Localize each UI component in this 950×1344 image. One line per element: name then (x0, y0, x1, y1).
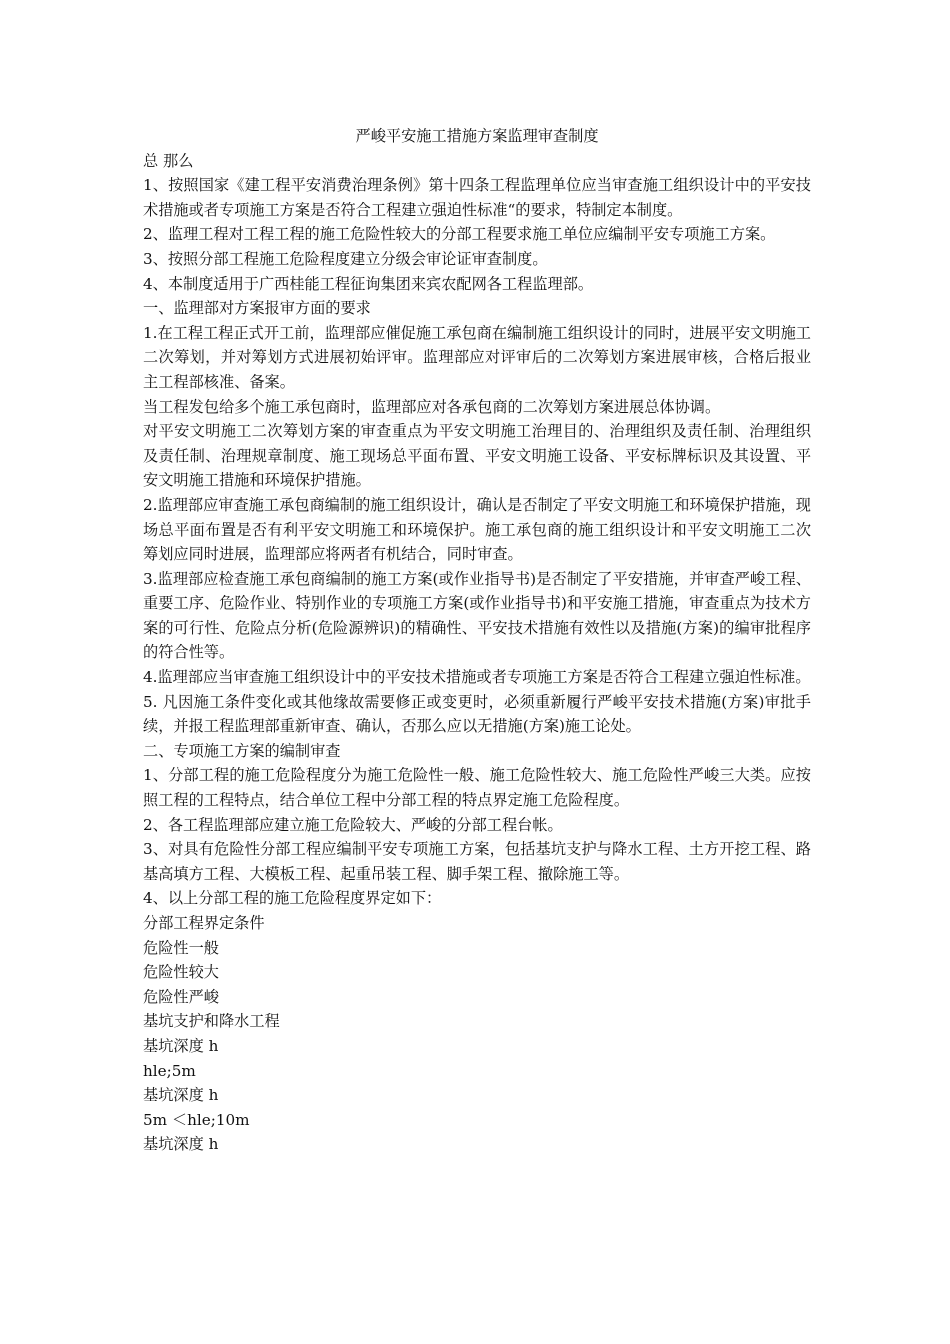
table-cell-text: 基坑深度 h (143, 1086, 219, 1105)
section-heading: 一、监理部对方案报审方面的要求 (143, 299, 371, 318)
paragraph: 2、各工程监理部应建立施工危险较大、严峻的分部工程台帐。 (143, 815, 563, 834)
paragraph: 当工程发包给多个施工承包商时，监理部应对各承包商的二次筹划方案进展总体协调。 (143, 397, 721, 416)
table-cell-text: 基坑支护和降水工程 (143, 1012, 280, 1031)
table-cell-text: hle;5m (143, 1061, 196, 1080)
table-cell-text: 基坑深度 h (143, 1135, 219, 1154)
paragraph: 4、本制度适用于广西桂能工程征询集团来宾农配网各工程监理部。 (143, 274, 594, 293)
paragraph: 对平安文明施工二次筹划方案的审查重点为平安文明施工治理目的、治理组织及责任制、治理组织及责任制、治理规章制度、施工现场总平面布置、平安文明施工设备、平安标牌标识及其设置、平安文明施工措施和环境保护措施。 (143, 422, 811, 490)
table-cell-text: 5m ＜hle;10m (143, 1110, 250, 1129)
paragraph: 1、分部工程的施工危险程度分为施工危险性一般、施工危险性较大、施工危险性严峻三大类。应按照工程的工程特点，结合单位工程中分部工程的特点界定施工危险程度。 (143, 766, 811, 810)
document-title: 严峻平安施工措施方案监理审查制度 (355, 127, 599, 145)
document-page (143, 124, 811, 1157)
paragraph: 4.监理部应当审查施工组织设计中的平安技术措施或者专项施工方案是否符合工程建立强迫性标准。 (143, 668, 811, 687)
paragraph: 1、按照国家《建工程平安消费治理条例》第十四条工程监理单位应当审查施工组织设计中的平安技术措施或者专项施工方案是否符合工程建立强迫性标准“的要求，特制定本制度。 (143, 176, 811, 219)
table-cell-text: 基坑深度 h (143, 1036, 219, 1055)
table-cell-text: 分部工程界定条件 (143, 914, 265, 932)
paragraph: 3、按照分部工程施工危险程度建立分级会审论证审查制度。 (143, 249, 548, 268)
paragraph: 2.监理部应审查施工承包商编制的施工组织设计，确认是否制定了平安文明施工和环境保护措施，现场总平面布置是否有利平安文明施工和环境保护。施工承包商的施工组织设计和平安文明施工二次筹划应同时进展，监理部应将两者有机结合，同时审查。 (143, 495, 811, 564)
paragraph: 总 那么 (143, 151, 194, 170)
paragraph: 4、以上分部工程的施工危险程度界定如下： (143, 889, 442, 908)
paragraph: 3、对具有危险性分部工程应编制平安专项施工方案，包括基坑支护与降水工程、土方开挖工程、路基高填方工程、大模板工程、起重吊装工程、脚手架工程、撤除施工等。 (143, 840, 811, 883)
paragraph: 5. 凡因施工条件变化或其他缘故需要修正或变更时，必须重新履行严峻平安技术措施(方案)审批手续，并报工程监理部重新审查、确认，否那么应以无措施(方案)施工论处。 (143, 692, 811, 736)
table-cell-text: 危险性一般 (143, 938, 219, 957)
section-heading: 二、专项施工方案的编制审查 (143, 741, 341, 760)
paragraph: 3.监理部应检查施工承包商编制的施工方案(或作业指导书)是否制定了平安措施，并审查严峻工程、重要工序、危险作业、特别作业的专项施工方案(或作业指导书)和平安施工措施，审查重点为技术方案的可行性、危险点分析(危险源辨识)的精确性、平安技术措施有效性以及措施(方案)的编审批程序的符合性等。 (143, 569, 811, 662)
table-cell-text: 危险性严峻 (143, 987, 219, 1006)
paragraph: 2、监理工程对工程工程的施工危险性较大的分部工程要求施工单位应编制平安专项施工方案。 (143, 225, 776, 244)
paragraph: 1.在工程工程正式开工前，监理部应催促施工承包商在编制施工组织设计的同时，进展平安文明施工二次筹划，并对筹划方式进展初始评审。监理部应对评审后的二次筹划方案进展审核，合格后报业主工程部核准、备案。 (143, 323, 811, 391)
table-cell-text: 危险性较大 (143, 963, 219, 982)
